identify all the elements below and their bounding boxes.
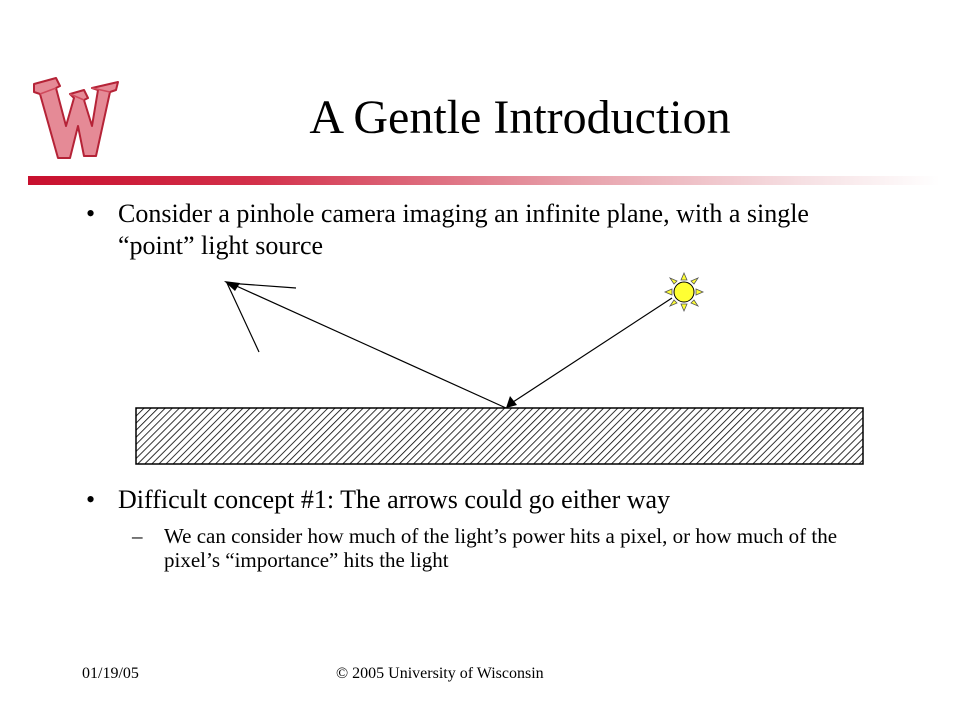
slide-title: A Gentle Introduction (309, 91, 731, 144)
sun-icon (665, 273, 703, 311)
bullet-marker: • (86, 485, 96, 514)
incident-ray-arrowhead (506, 396, 517, 408)
bullet-item (86, 198, 886, 268)
sub-bullet-text: We can consider how much of the light’s power hits a pixel, or how much of the pixel’s “importance” hits the light (164, 524, 838, 572)
footer-date: 01/19/05 (82, 665, 139, 682)
bullet-text: Difficult concept #1: The arrows could go either way (118, 485, 671, 514)
reflected-ray (232, 284, 506, 408)
bullet-marker: • (86, 199, 96, 228)
reflected-ray-arrowhead (224, 281, 240, 291)
camera-view-line-lower (227, 283, 259, 352)
sub-bullet-marker: – (132, 524, 143, 548)
bullet-item (86, 484, 886, 520)
footer-copyright: © 2005 University of Wisconsin (336, 665, 544, 682)
hatched-plane (136, 408, 863, 464)
incident-ray (510, 298, 672, 404)
title-divider (28, 176, 940, 185)
light-reflection-diagram (0, 262, 960, 472)
university-w-logo (26, 64, 126, 164)
bullet-text: Consider a pinhole camera imaging an infinite plane, with a single “point” light source (118, 199, 809, 260)
